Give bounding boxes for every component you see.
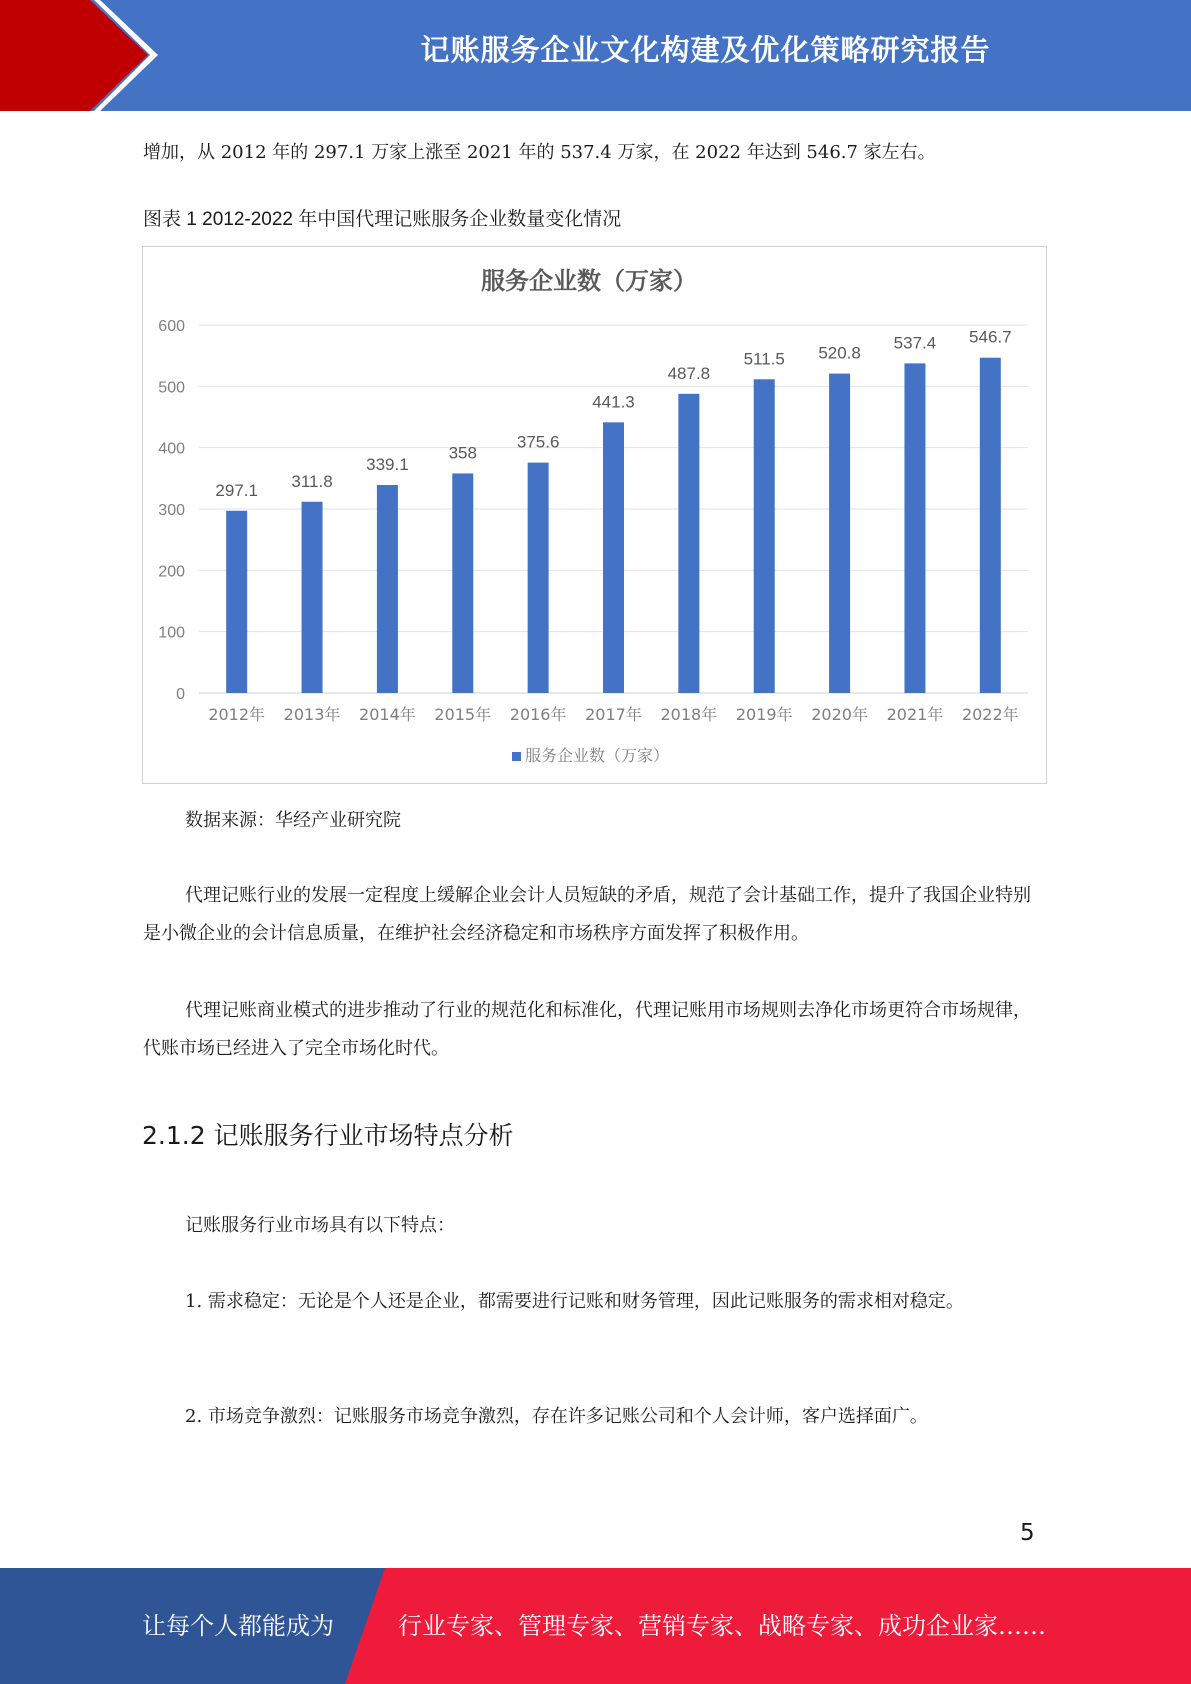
y-tick-label: 200 xyxy=(158,563,185,581)
header-band xyxy=(0,0,1191,111)
bar-value-label: 487.8 xyxy=(667,363,711,383)
bar-value-label: 520.8 xyxy=(818,343,861,363)
x-tick-label: 2018年 xyxy=(660,705,718,724)
x-tick-label: 2021年 xyxy=(886,705,944,724)
caption-number: 1 2012-2022 xyxy=(181,209,299,230)
y-tick-label: 0 xyxy=(176,686,185,703)
x-tick-label: 2019年 xyxy=(735,705,793,724)
figure-caption xyxy=(143,204,621,235)
page-number: 5 xyxy=(1020,1520,1035,1546)
bar-value-label: 441.3 xyxy=(592,392,635,412)
legend-swatch xyxy=(512,752,521,761)
chart-bar xyxy=(904,363,925,693)
header-red-arrow xyxy=(0,0,148,111)
y-tick-label: 100 xyxy=(158,624,185,642)
x-tick-label: 2015年 xyxy=(434,705,492,724)
caption-prefix: 图表 xyxy=(143,208,182,230)
section-heading: 2.1.2 记账服务行业市场特点分析 xyxy=(142,1121,514,1150)
y-tick-label: 600 xyxy=(158,318,185,335)
footer-band xyxy=(0,1568,1191,1684)
caption-title: 年中国代理记账服务企业数量变化情况 xyxy=(298,208,622,230)
chart-bar xyxy=(829,374,850,693)
bar-value-label: 375.6 xyxy=(516,432,560,452)
x-tick-label: 2022年 xyxy=(961,705,1019,724)
chart-bar xyxy=(377,485,398,693)
list-item-2: 2. 市场竞争激烈：记账服务市场竞争激烈，存在许多记账公司和个人会计师，客户选择面广。 xyxy=(185,1406,928,1427)
y-tick-label: 500 xyxy=(158,379,185,397)
y-tick-label: 300 xyxy=(158,502,185,519)
bar-value-label: 358 xyxy=(448,443,477,463)
header-title: 记账服务企业文化构建及优化策略研究报告 xyxy=(420,33,991,67)
chart-bar xyxy=(528,463,549,693)
bar-value-label: 511.5 xyxy=(743,349,785,369)
bar-value-label: 546.7 xyxy=(969,327,1012,347)
chart-title: 服务企业数（万家） xyxy=(481,267,697,295)
intro-paragraph: 增加，从 2012 年的 297.1 万家上涨至 2021 年的 537.4 万家，在 2022 年达到 546.7 家左右。 xyxy=(143,142,936,163)
bar-value-label: 537.4 xyxy=(893,333,937,353)
legend-label: 服务企业数（万家） xyxy=(525,746,670,765)
chart-bar xyxy=(980,358,1001,693)
y-tick-label: 400 xyxy=(158,440,185,458)
chart-bar xyxy=(678,394,699,693)
x-tick-label: 2012年 xyxy=(208,705,266,724)
paragraph-2: 代理记账商业模式的进步推动了行业的规范化和标准化，代理记账用市场规则去净化市场更符合市场规律，代账市场已经进入了完全市场化时代。 xyxy=(143,1000,1031,1059)
bar-value-label: 297.1 xyxy=(215,480,258,500)
bar-value-label: 339.1 xyxy=(366,455,409,475)
x-tick-label: 2014年 xyxy=(359,705,416,724)
x-tick-label: 2013年 xyxy=(283,705,341,724)
x-tick-label: 2016年 xyxy=(509,705,567,724)
chart-bar xyxy=(226,511,247,693)
chart-bar xyxy=(302,502,323,693)
bar-value-label: 311.8 xyxy=(291,471,333,491)
footer-slogan-right: 行业专家、管理专家、营销专家、战略专家、成功企业家…… xyxy=(398,1612,1046,1640)
chart-bar xyxy=(754,379,775,693)
paragraph-1: 代理记账行业的发展一定程度上缓解企业会计人员短缺的矛盾，规范了会计基础工作，提升了我国企业特别是小微企业的会计信息质量，在维护社会经济稳定和市场秩序方面发挥了积极作用。 xyxy=(143,885,1031,944)
section-lead: 记账服务行业市场具有以下特点： xyxy=(185,1215,455,1236)
chart-bar xyxy=(603,422,624,693)
x-tick-label: 2020年 xyxy=(811,705,868,724)
chart-bar xyxy=(452,473,473,693)
chart-canvas xyxy=(143,247,1048,785)
footer-slogan-left: 让每个人都能成为 xyxy=(142,1612,334,1640)
data-source: 数据来源：华经产业研究院 xyxy=(185,810,401,831)
list-item-1: 1. 需求稳定：无论是个人还是企业，都需要进行记账和财务管理，因此记账服务的需求相对稳定。 xyxy=(185,1291,964,1312)
bar-chart xyxy=(142,246,1047,784)
x-tick-label: 2017年 xyxy=(585,705,642,724)
